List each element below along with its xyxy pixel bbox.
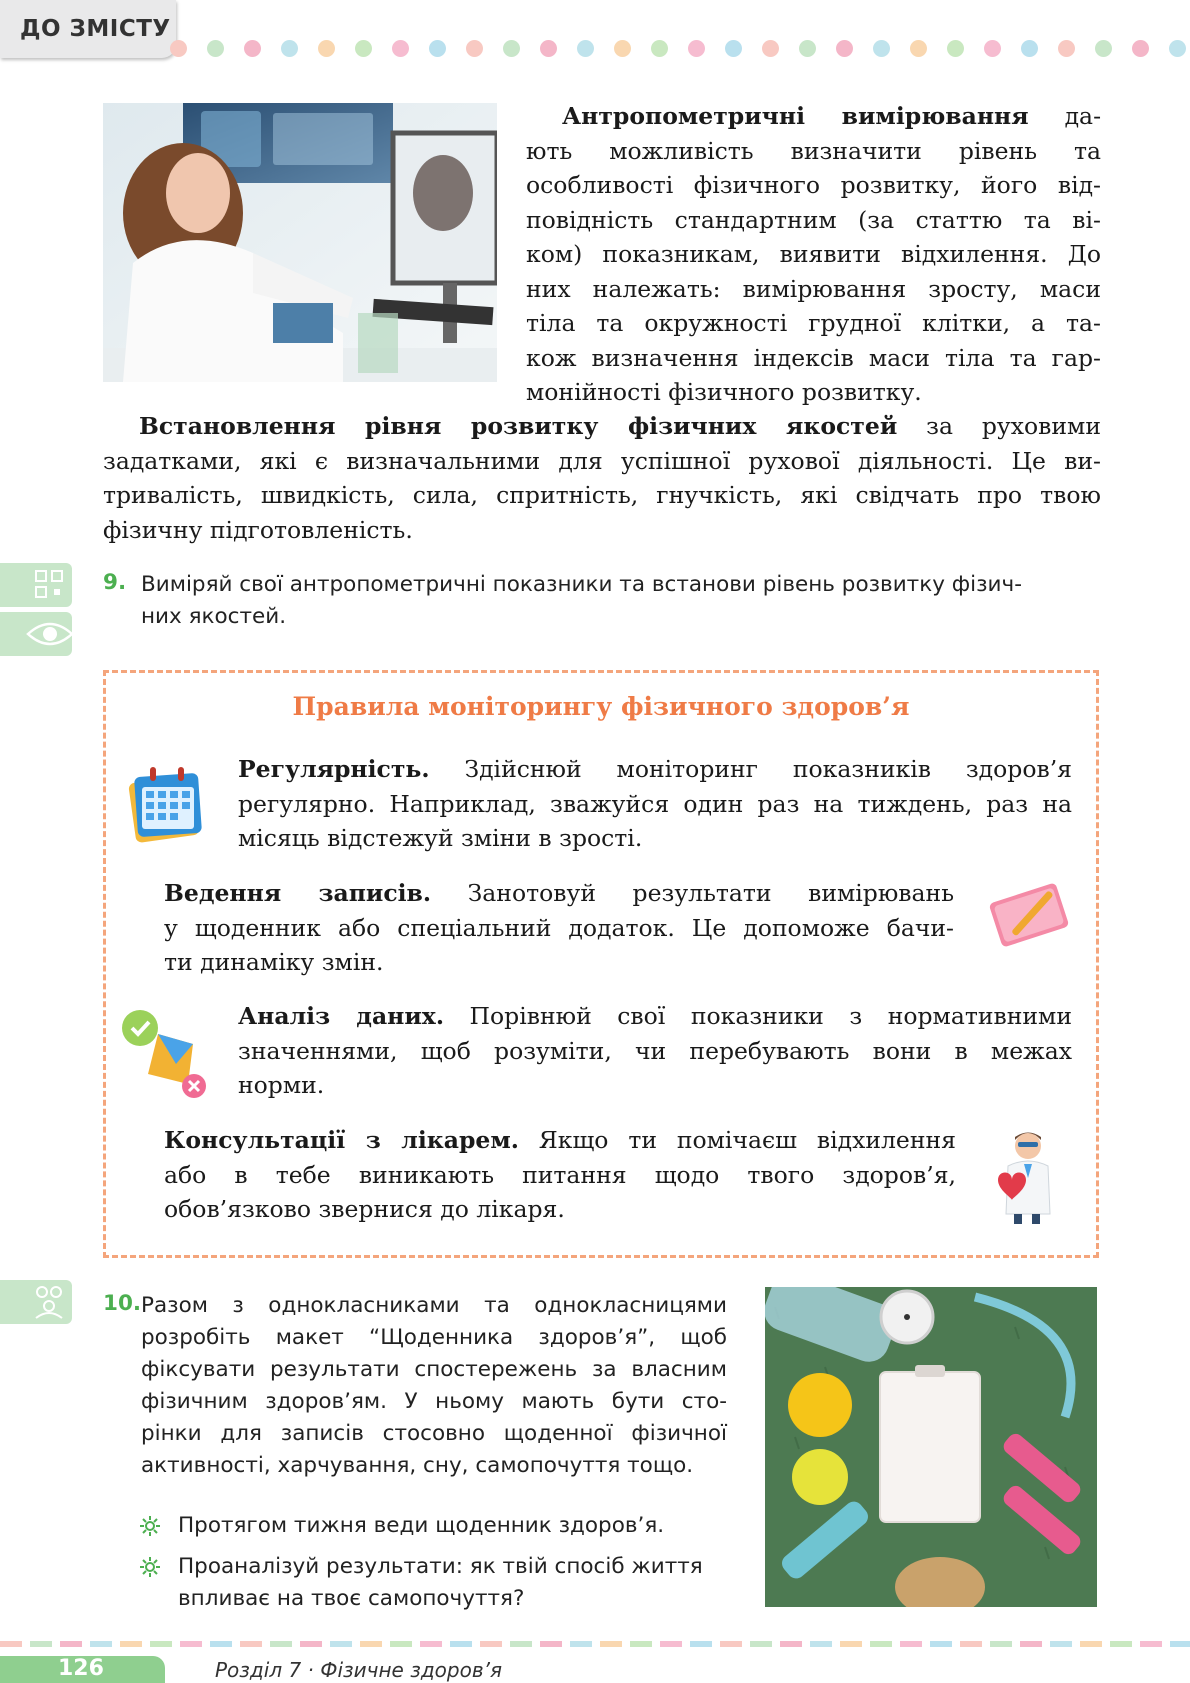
rule-records-line-3: ти динаміку змін. (164, 948, 384, 976)
decor-dot (688, 40, 705, 57)
task-10-line-3: фіксувати результати спостережень за власним (141, 1357, 727, 1382)
anthropometry-line-7: тіла та окружності грудної клітки, а та- (526, 309, 1101, 337)
decorative-dots (170, 40, 1180, 60)
bullet-keep-diary-line-1: Протягом тижня веди щоденник здоров’я. (178, 1513, 665, 1538)
decor-dot (984, 40, 1001, 57)
decor-dot (651, 40, 668, 57)
bullet-keep-diary (178, 1510, 738, 1542)
decor-dot (281, 40, 298, 57)
rule-regularity (238, 752, 1072, 856)
task-10-line-5: рінки для записів стосовно щоденної фізичної (141, 1421, 727, 1446)
task-10-text (141, 1290, 727, 1482)
calendar-icon (126, 757, 206, 843)
decor-dot (207, 40, 224, 57)
toc-label: ДО ЗМІСТУ (20, 16, 171, 42)
bullet-analyze-results (178, 1551, 738, 1615)
decor-dot (1095, 40, 1112, 57)
section-title: Розділ 7 · Фізичне здоров’я (215, 1658, 503, 1682)
eye-icon[interactable] (0, 612, 72, 656)
rule-analysis-line-1: Аналіз даних. Порівнюй свої показники з нормативними (238, 1002, 1072, 1030)
task-9-line-2: них якостей. (141, 604, 287, 629)
rule-regularity-line-3: місяць відстежуй зміни в зрості. (238, 824, 643, 852)
decor-dot (540, 40, 557, 57)
health-diary-photo (765, 1287, 1097, 1607)
checklist-icon (118, 1004, 208, 1100)
notepad-pencil-icon (984, 880, 1074, 950)
decor-dot (873, 40, 890, 57)
rule-regularity-line-1: Регулярність. Здійснюй моніторинг показників здоров’я (238, 755, 1072, 783)
rule-doctor-term: Консультації з лікарем. (164, 1126, 519, 1154)
qualities-paragraph (103, 409, 1101, 547)
page-number-tab (0, 1656, 165, 1683)
task-9-number: 9. (103, 570, 127, 595)
rule-records-line-1: Ведення записів. Занотовуй результати вимірювань (164, 879, 954, 907)
group-icon[interactable] (0, 1280, 72, 1324)
task-9-text (141, 569, 1101, 633)
task-10-line-2: розробіть макет “Щоденника здоров’я”, щоб (141, 1325, 727, 1350)
rule-analysis-line-2: значеннями, щоб розуміти, чи перебувають вони в межах (238, 1036, 1072, 1065)
task-9-line-1: Виміряй свої антропометричні показники та встанови рівень розвитку фізич- (141, 572, 1022, 597)
decor-dot (577, 40, 594, 57)
decor-dot (947, 40, 964, 57)
rule-records (164, 876, 954, 980)
decor-dot (503, 40, 520, 57)
monitoring-rules-title: Правила моніторингу фізичного здоров’я (292, 692, 910, 721)
table-of-contents-tab[interactable] (0, 0, 176, 58)
task-10-line-1: Разом з однокласниками та однокласницями (141, 1293, 727, 1318)
anthropometry-term: Антропометричні вимірювання (562, 102, 1029, 130)
task-10-number: 10. (103, 1291, 142, 1316)
decor-dot (429, 40, 446, 57)
decor-dot (355, 40, 372, 57)
rule-doctor-line-1: Консультації з лікарем. Якщо ти помічаєш відхилення (164, 1126, 956, 1154)
anthropometry-line-4: повідність стандартним (за статтю та ві- (526, 205, 1101, 234)
decor-dot (244, 40, 261, 57)
decor-dot (762, 40, 779, 57)
qualities-line-4: фізичну підготовленість. (103, 515, 413, 544)
sun-bullet-icon (139, 1556, 161, 1578)
anthropometry-line-1: Антропометричні вимірювання да- (562, 102, 1102, 130)
task-10-line-6: активності, харчування, сну, самопочуття тощо. (141, 1453, 694, 1478)
qualities-line-2: задатками, які є визначальними для успішної рухової діяльності. Це ви- (103, 446, 1101, 475)
anthropometry-line-2: ють можливість визначити рівень та (526, 136, 1101, 165)
anthropometry-line-5: ком) показникам, виявити відхилення. До (526, 240, 1101, 268)
rule-doctor-line-3: обов’язково звернися до лікаря. (164, 1195, 565, 1223)
qualities-line-3: тривалість, швидкість, сила, спритність, гнучкість, які свідчать про твою (103, 481, 1101, 509)
qualities-line-1: Встановлення рівня розвитку фізичних якостей за руховими (139, 412, 1101, 440)
bullet-analyze-results-line-2: впливає на твоє самопочуття? (178, 1586, 525, 1611)
anthropometry-line-6: них належать: вимірювання зросту, маси (526, 274, 1101, 303)
sun-bullet-icon (139, 1515, 161, 1537)
decor-dot (392, 40, 409, 57)
decor-dot (614, 40, 631, 57)
anthropometry-paragraph (526, 99, 1101, 410)
decor-dot (1132, 40, 1149, 57)
rule-records-line-2: у щоденник або спеціальний додаток. Це допоможе бачи- (164, 913, 954, 942)
anthropometry-line-3: особливості фізичного розвитку, його від- (526, 171, 1101, 199)
decor-dot (725, 40, 742, 57)
page-number: 126 (58, 1656, 104, 1681)
task-10-line-4: фізичним здоров’ям. У ньому мають бути сто- (141, 1389, 727, 1414)
anthropometry-line-8: кож визначення індексів маси тіла та гар- (526, 343, 1101, 372)
qr-code-icon[interactable] (0, 563, 72, 607)
rule-regularity-term: Регулярність. (238, 755, 430, 783)
rule-analysis-term: Аналіз даних. (238, 1002, 445, 1030)
rule-regularity-line-2: регулярно. Наприклад, зважуйся один раз на тиждень, раз на (238, 789, 1072, 818)
decor-dot (836, 40, 853, 57)
decor-dot (1169, 40, 1186, 57)
doctor-monitor-photo (103, 103, 497, 382)
footer-dash-line (0, 1641, 1190, 1647)
doctor-heart-icon (990, 1128, 1060, 1224)
bullet-analyze-results-line-1: Проаналізуй результати: як твій спосіб життя (178, 1554, 703, 1579)
decor-dot (170, 40, 187, 57)
qualities-term: Встановлення рівня розвитку фізичних якостей (139, 412, 898, 440)
rule-records-term: Ведення записів. (164, 879, 432, 907)
decor-dot (910, 40, 927, 57)
decor-dot (318, 40, 335, 57)
rule-analysis (238, 999, 1072, 1103)
rule-doctor-line-2: або в тебе виникають питання щодо твого здоров’я, (164, 1160, 956, 1189)
rule-doctor (164, 1123, 956, 1227)
decor-dot (466, 40, 483, 57)
decor-dot (799, 40, 816, 57)
anthropometry-line-9: монійності фізичного розвитку. (526, 378, 922, 406)
decor-dot (1058, 40, 1075, 57)
decor-dot (1021, 40, 1038, 57)
rule-analysis-line-3: норми. (238, 1071, 325, 1099)
